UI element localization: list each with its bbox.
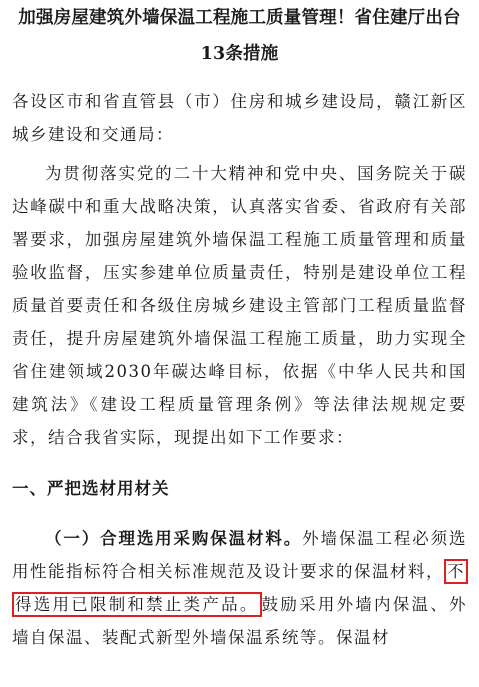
document-title bbox=[12, 6, 467, 66]
item-1-text-after: 鼓励采用外墙内保温、外墙自保温、装配式新型外墙保温系统等。保温材 bbox=[12, 595, 468, 647]
item-1-text-before: 外墙保温工程必须选用性能指标符合相关标准规范及设计要求的保温材料， bbox=[12, 529, 468, 581]
highlighted-restriction: 不得选用已限制和禁止类产品。 bbox=[12, 559, 468, 617]
title-line-2: 13条措施 bbox=[200, 44, 279, 64]
section-1-heading: 一、严把选材用材关 bbox=[12, 479, 170, 498]
intro-paragraph: 为贯彻落实党的二十大精神和党中央、国务院关于碳达峰碳中和重大战略决策，认真落实省委、省政府有关部署要求，加强房屋建筑外墙保温工程施工质量管理和质量验收监督，压实参建单位质量责任，特别是建设单位工程质量首要责任和各级住房城乡建设主管部门工程质量监督责任，提升房屋建筑外墙保温工程施工质量，助力实现全省住建领域2030年碳达峰目标，依据《中华人民共和国建筑法》《建设工程质量管理条例》等法律法规规定要求，结合我省实际，现提出如下工作要求： bbox=[12, 164, 467, 447]
item-1-heading: （一）合理选用采购保温材料。 bbox=[45, 529, 303, 548]
addressee-paragraph: 各设区市和省直管县（市）住房和城乡建设局，赣江新区城乡建设和交通局： bbox=[12, 92, 467, 144]
item-1-paragraph bbox=[12, 522, 467, 654]
title-line-1: 加强房屋建筑外墙保温工程施工质量管理！省住建厅出台 bbox=[18, 8, 461, 28]
